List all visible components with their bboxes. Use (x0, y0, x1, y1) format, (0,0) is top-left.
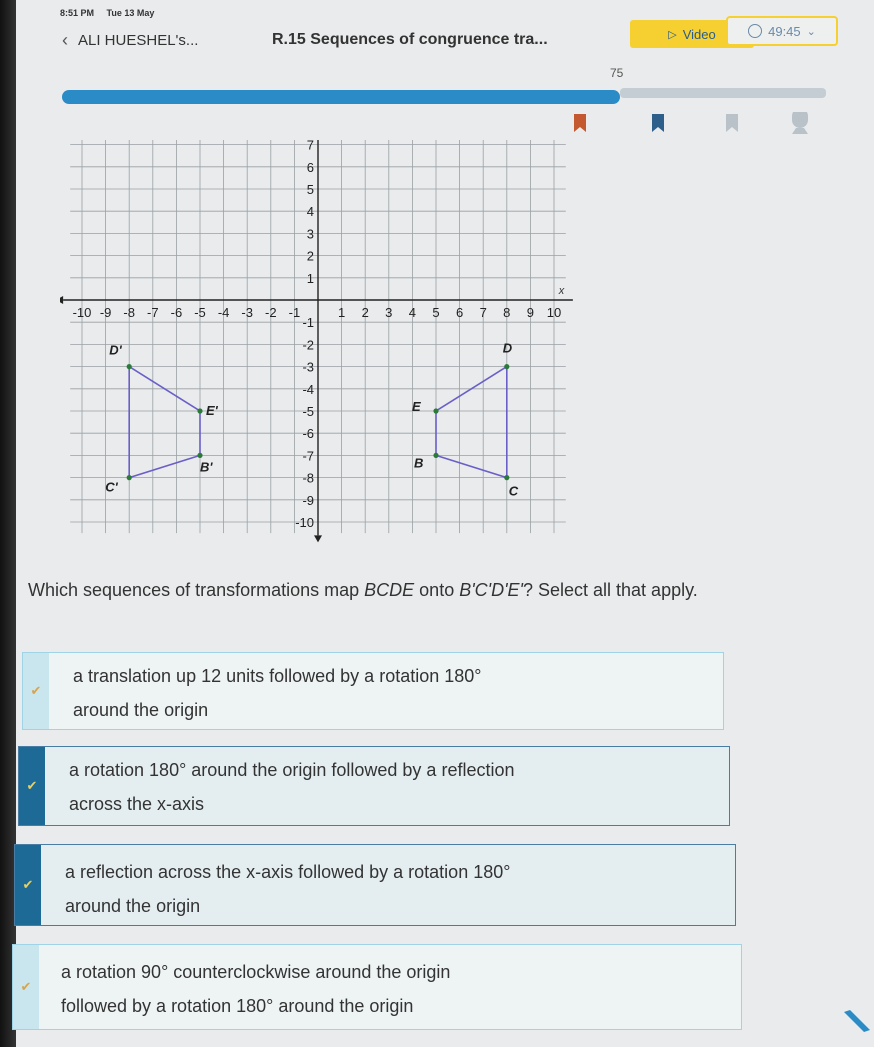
figure-image-label-c: C' (105, 479, 118, 495)
back-button[interactable] (62, 30, 198, 51)
medal-row (570, 112, 830, 136)
figure-bcde-vertex-c (504, 475, 509, 480)
figure-image-vertex-b (197, 453, 202, 458)
y-tick-label: 6 (306, 159, 314, 175)
x-tick-label: 8 (503, 305, 511, 320)
choice-text (65, 855, 510, 923)
progress-remaining (620, 88, 826, 98)
x-tick-label: -1 (288, 305, 301, 320)
check-icon: ✔ (22, 877, 34, 892)
back-label: ALI HUESHEL's... (78, 31, 199, 49)
y-tick-label: -2 (302, 337, 314, 353)
y-tick-label: -7 (302, 448, 314, 464)
choice-line-1: a rotation 90° counterclockwise around the origin (61, 962, 451, 982)
question-target-shape: B'C'D'E' (459, 580, 523, 600)
y-tick-label: -9 (302, 492, 314, 508)
x-tick-label: -7 (147, 305, 159, 320)
x-tick-label: 9 (526, 305, 535, 320)
x-tick-label: 4 (408, 305, 417, 320)
question-source-shape: BCDE (364, 580, 415, 600)
progress-fill (62, 90, 620, 104)
checkbox[interactable] (19, 747, 45, 825)
top-bar (40, 20, 874, 60)
progress-score: 75 (610, 66, 624, 80)
status-bar (60, 8, 164, 18)
trophy-icon (792, 112, 808, 134)
choice-text (69, 753, 514, 821)
question-middle: onto (414, 580, 460, 600)
answer-choice-4[interactable] (12, 944, 742, 1030)
bookmark-icon-blue (652, 114, 664, 132)
figure-image-vertex-c (127, 475, 132, 480)
y-tick-label: -1 (302, 315, 314, 331)
figure-bcde-vertex-d (504, 364, 509, 369)
page-title: R.15 Sequences of congruence tra... (272, 31, 548, 48)
figure-bcde-vertex-e (433, 408, 438, 413)
status-time: 8:51 PM (60, 8, 95, 18)
check-icon: ✔ (20, 979, 32, 994)
x-tick-label: 3 (385, 305, 393, 320)
timer[interactable] (726, 16, 838, 46)
video-label: Video (682, 26, 716, 42)
choice-line-2: around the origin (73, 700, 209, 720)
bookmark-icon-bronze (574, 114, 586, 132)
check-icon: ✔ (30, 683, 42, 698)
x-tick-label: -10 (72, 305, 92, 320)
checkbox[interactable] (15, 845, 41, 925)
status-date: Tue 13 May (106, 8, 155, 18)
x-tick-label: -4 (217, 305, 230, 320)
figure-image-vertex-d (127, 364, 132, 369)
x-tick-label: 6 (455, 305, 464, 320)
chevron-down-icon: ⌄ (806, 25, 816, 38)
figure-bcde-label-d: D (502, 340, 513, 356)
figure-image-label-b: B' (200, 459, 213, 475)
figure-bcde-label-b: B (414, 455, 424, 471)
choice-text (73, 659, 481, 727)
y-tick-label: -8 (302, 470, 314, 486)
figure-image-label-e: E' (206, 403, 218, 418)
checkbox[interactable] (13, 945, 39, 1029)
figure-image-label-d: D' (109, 342, 122, 358)
y-tick-label: -5 (302, 404, 314, 419)
progress-bar (62, 88, 826, 108)
x-axis-arrow-left (60, 296, 63, 304)
figure-bcde-label-c: C (508, 483, 519, 499)
figure-image-polygon (129, 367, 200, 478)
y-tick-label: -4 (302, 381, 314, 397)
choice-line-1: a translation up 12 units followed by a rotation 180° (73, 666, 482, 686)
answer-choice-3[interactable] (14, 844, 736, 926)
y-axis-arrow-down (314, 535, 322, 542)
pencil-icon[interactable] (838, 1006, 874, 1036)
x-tick-label: -5 (194, 305, 206, 320)
play-icon: ▷ (668, 28, 677, 41)
x-tick-label: 2 (361, 305, 369, 320)
y-tick-label: 1 (306, 270, 314, 286)
x-tick-label: 7 (479, 305, 487, 320)
figure-bcde-polygon (436, 367, 507, 478)
chevron-left-icon: ‹ (62, 29, 68, 50)
question-suffix: ? Select all that apply. (522, 580, 698, 600)
y-tick-label: 5 (306, 182, 314, 197)
x-tick-label: -9 (99, 305, 112, 320)
figure-image-vertex-e (197, 408, 202, 413)
x-tick-label: 10 (546, 305, 562, 320)
question-prefix: Which sequences of transformations map (28, 580, 365, 600)
timer-value: 49:45 (768, 23, 801, 39)
y-tick-label: 7 (306, 140, 314, 153)
x-tick-label: 5 (432, 305, 440, 320)
choice-text (61, 955, 450, 1023)
check-icon: ✔ (26, 778, 38, 793)
bookmark-icon-gray (726, 114, 738, 132)
choice-line-2: followed by a rotation 180° around the origin (61, 996, 414, 1016)
x-tick-label: 1 (337, 305, 346, 320)
choice-line-2: around the origin (65, 896, 201, 916)
y-tick-label: 2 (306, 248, 314, 264)
answer-choice-2[interactable] (18, 746, 730, 826)
y-tick-label: -3 (302, 359, 314, 375)
y-tick-label: 4 (306, 204, 314, 220)
x-tick-label: -6 (170, 305, 183, 320)
choice-line-1: a rotation 180° around the origin followed by a reflection (69, 760, 515, 780)
checkbox[interactable] (23, 653, 49, 729)
x-tick-label: -3 (241, 305, 253, 320)
answer-choice-1[interactable] (22, 652, 724, 730)
coordinate-plane (60, 140, 600, 570)
figure-bcde-vertex-b (433, 453, 438, 458)
x-axis-label: x (558, 285, 565, 297)
question-text (28, 574, 858, 606)
y-tick-label: -6 (302, 426, 314, 442)
figure-bcde-label-e: E (412, 399, 421, 414)
y-tick-label: 3 (306, 226, 314, 242)
choice-line-2: across the x-axis (69, 794, 205, 814)
choice-line-1: a reflection across the x-axis followed by a rotation 180° (65, 862, 511, 882)
x-tick-label: -2 (265, 305, 277, 320)
y-tick-label: -10 (295, 515, 314, 530)
clock-icon (748, 24, 762, 38)
x-tick-label: -8 (123, 305, 135, 320)
